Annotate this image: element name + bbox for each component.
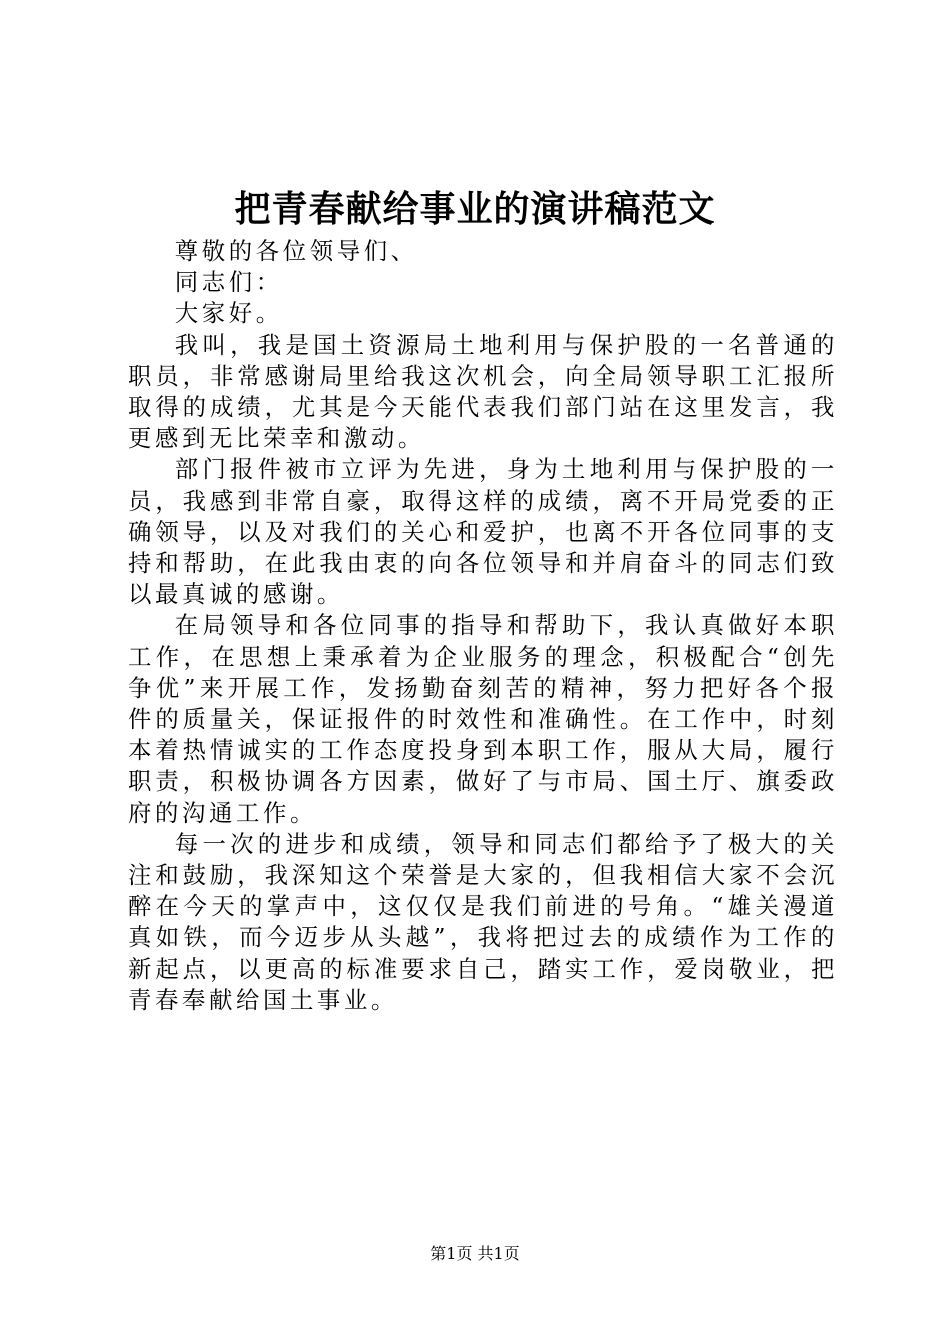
- document-body: [128, 236, 838, 1016]
- body-paragraph-2: 部门报件被市立评为先进，身为土地利用与保护股的一员，我感到非常自豪，取得这样的成绩，离不开局党委的正确领导，以及对我们的关心和爱护，也离不开各位同事的支持和帮助，在此我由衷的向各位领导和并肩奋斗的同志们致以最真诚的感谢。: [128, 455, 838, 609]
- body-paragraph-4: 每一次的进步和成绩，领导和同志们都给予了极大的关注和鼓励，我深知这个荣誉是大家的，但我相信大家不会沉醉在今天的掌声中，这仅仅是我们前进的号角。“雄关漫道真如铁，而今迈步从头越”，我将把过去的成绩作为工作的新起点，以更高的标准要求自己，踏实工作，爱岗敬业，把青春奉献给国土事业。: [128, 829, 838, 1014]
- page-number-footer: 第1页 共1页: [430, 1244, 520, 1263]
- document-title: 把青春献给事业的演讲稿范文: [234, 188, 716, 230]
- salutation-line-1: 尊敬的各位领导们、: [174, 237, 418, 265]
- salutation-line-2: 同志们：: [174, 268, 283, 297]
- greeting-line: 大家好。: [174, 299, 283, 328]
- body-paragraph-3: 在局领导和各位同事的指导和帮助下，我认真做好本职工作，在思想上秉承着为企业服务的理念，积极配合“创先争优”来开展工作，发扬勤奋刻苦的精神，努力把好各个报件的质量关，保证报件的时效性和准确性。在工作中，时刻本着热情诚实的工作态度投身到本职工作，服从大局，履行职责，积极协调各方因素，做好了与市局、国土厅、旗委政府的沟通工作。: [128, 611, 838, 827]
- body-paragraph-1: 我叫，我是国土资源局土地利用与保护股的一名普通的职员，非常感谢局里给我这次机会，向全局领导职工汇报所取得的成绩，尤其是今天能代表我们部门站在这里发言，我更感到无比荣幸和激动。: [128, 330, 838, 453]
